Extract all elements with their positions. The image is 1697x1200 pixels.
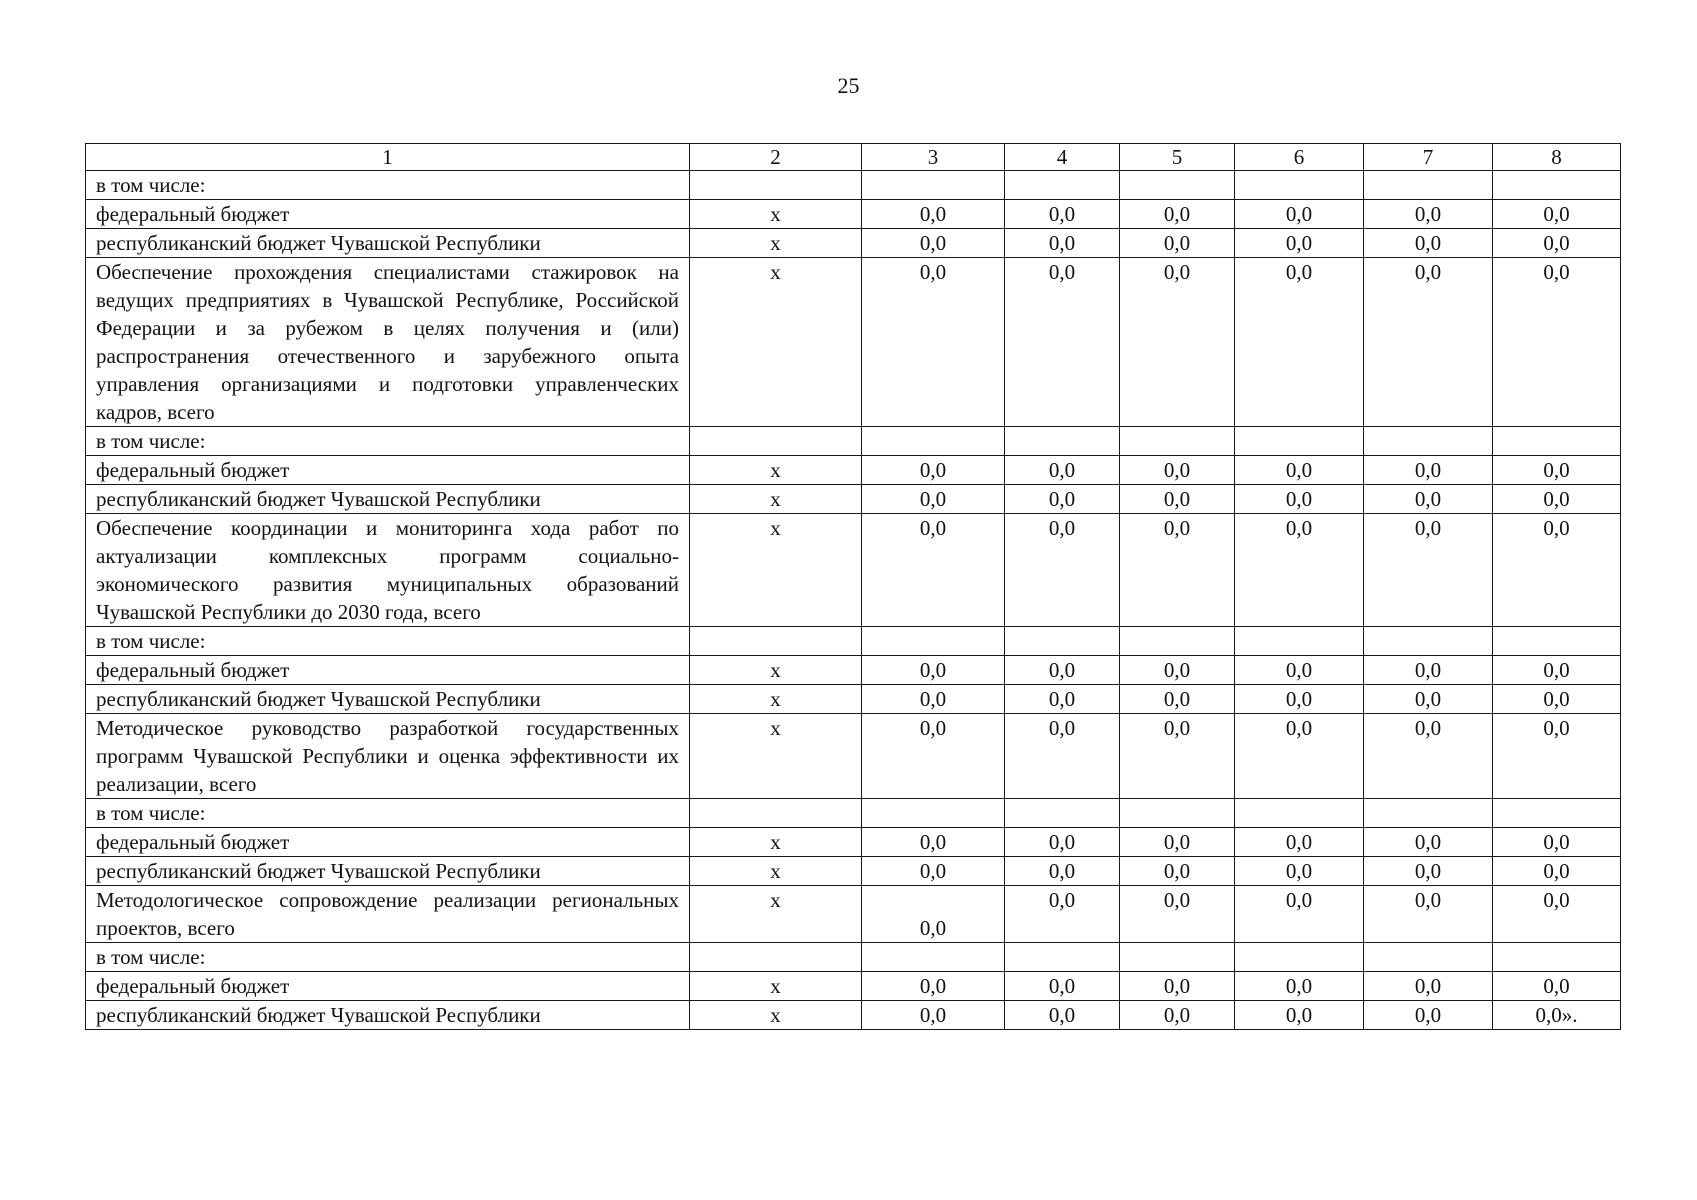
code-cell: х	[690, 857, 862, 886]
value-cell: 0,0	[1364, 1001, 1493, 1030]
value-cell: 0,0	[1005, 229, 1120, 258]
value-cell: 0,0	[1364, 514, 1493, 627]
value-cell: 0,0	[862, 514, 1005, 627]
code-cell: х	[690, 685, 862, 714]
code-cell: х	[690, 258, 862, 427]
value-cell: 0,0	[1235, 656, 1364, 685]
value-cell: 0,0	[1120, 200, 1235, 229]
value-cell: 0,0	[1364, 258, 1493, 427]
row-label: в том числе:	[86, 799, 690, 828]
row-label: федеральный бюджет	[86, 200, 690, 229]
value-cell: 0,0	[1364, 972, 1493, 1001]
value-cell: 0,0	[1120, 886, 1235, 943]
value-cell: 0,0	[1005, 200, 1120, 229]
section-title-row	[86, 886, 1621, 943]
column-header: 2	[690, 144, 862, 171]
value-cell: 0,0	[1120, 656, 1235, 685]
table-row	[86, 828, 1621, 857]
value-cell: 0,0	[1120, 972, 1235, 1001]
row-label: в том числе:	[86, 171, 690, 200]
column-header: 8	[1493, 144, 1621, 171]
value-cell: 0,0	[1364, 685, 1493, 714]
value-cell: 0,0	[1364, 656, 1493, 685]
value-cell: 0,0».	[1493, 1001, 1621, 1030]
value-cell: 0,0	[1235, 714, 1364, 799]
value-cell: 0,0	[1364, 200, 1493, 229]
value-cell: 0,0	[1005, 714, 1120, 799]
table-row	[86, 200, 1621, 229]
value-cell: 0,0	[862, 1001, 1005, 1030]
table-row	[86, 972, 1621, 1001]
value-cell: 0,0	[1005, 514, 1120, 627]
table-row	[86, 656, 1621, 685]
section-title: Методологическое сопровождение реализации региональных проектов, всего	[86, 886, 690, 943]
value-cell: 0,0	[1235, 258, 1364, 427]
section-title: Обеспечение координации и мониторинга хода работ по актуализации комплексных программ социально-экономического развития муниципальных образований Чувашской Республики до 2030 года, всего	[86, 514, 690, 627]
value-cell: 0,0	[1364, 714, 1493, 799]
value-cell: 0,0	[862, 828, 1005, 857]
value-cell: 0,0	[1005, 258, 1120, 427]
page-number: 25	[837, 73, 860, 98]
value-cell: 0,0	[1120, 229, 1235, 258]
value-cell: 0,0	[1005, 972, 1120, 1001]
value-cell: 0,0	[1493, 656, 1621, 685]
value-cell: 0,0	[1120, 258, 1235, 427]
value-cell: 0,0	[1493, 258, 1621, 427]
value-cell: 0,0	[862, 229, 1005, 258]
section-title: Обеспечение прохождения специалистами стажировок на ведущих предприятиях в Чувашской Республике, Российской Федерации и за рубежом в целях получения и (или) распространения отечественного и зарубежного опыта управления организациями и подготовки управленческих кадров, всего	[86, 258, 690, 427]
value-cell: 0,0	[1120, 714, 1235, 799]
code-cell: х	[690, 972, 862, 1001]
value-cell: 0,0	[1493, 685, 1621, 714]
budget-table	[85, 143, 1621, 1030]
value-cell: 0,0	[1235, 886, 1364, 943]
value-cell: 0,0	[1005, 456, 1120, 485]
row-label: в том числе:	[86, 943, 690, 972]
subheading-row	[86, 427, 1621, 456]
value-cell: 0,0	[862, 685, 1005, 714]
value-cell: 0,0	[1005, 1001, 1120, 1030]
value-cell: 0,0	[1364, 456, 1493, 485]
table-row	[86, 485, 1621, 514]
row-label: республиканский бюджет Чувашской Республики	[86, 485, 690, 514]
column-header: 5	[1120, 144, 1235, 171]
value-cell: 0,0	[1235, 685, 1364, 714]
value-cell: 0,0	[1120, 685, 1235, 714]
value-cell: 0,0	[1493, 485, 1621, 514]
section-title-row	[86, 258, 1621, 427]
row-label: республиканский бюджет Чувашской Республики	[86, 685, 690, 714]
value-cell: 0,0	[1364, 886, 1493, 943]
value-cell: 0,0	[1235, 857, 1364, 886]
value-cell: 0,0	[1005, 685, 1120, 714]
value-cell: 0,0	[862, 485, 1005, 514]
value-cell: 0,0	[1120, 828, 1235, 857]
row-label: федеральный бюджет	[86, 456, 690, 485]
column-header: 1	[86, 144, 690, 171]
value-cell: 0,0	[1364, 485, 1493, 514]
header-row	[86, 144, 1621, 171]
row-label: федеральный бюджет	[86, 972, 690, 1001]
value-cell: 0,0	[862, 857, 1005, 886]
value-cell: 0,0	[862, 886, 1005, 943]
value-cell: 0,0	[1493, 229, 1621, 258]
value-cell: 0,0	[862, 714, 1005, 799]
value-cell: 0,0	[1364, 857, 1493, 886]
row-label: в том числе:	[86, 427, 690, 456]
column-header: 7	[1364, 144, 1493, 171]
value-cell: 0,0	[1120, 514, 1235, 627]
column-header: 6	[1235, 144, 1364, 171]
value-cell: 0,0	[862, 200, 1005, 229]
value-cell: 0,0	[1235, 456, 1364, 485]
value-cell: 0,0	[1235, 200, 1364, 229]
value-cell: 0,0	[1120, 456, 1235, 485]
value-cell: 0,0	[1493, 200, 1621, 229]
row-label: республиканский бюджет Чувашской Республики	[86, 857, 690, 886]
table-row	[86, 456, 1621, 485]
column-header: 3	[862, 144, 1005, 171]
code-cell: х	[690, 485, 862, 514]
value-cell: 0,0	[1120, 857, 1235, 886]
section-title-row	[86, 514, 1621, 627]
value-cell: 0,0	[1235, 485, 1364, 514]
code-cell: х	[690, 229, 862, 258]
value-cell: 0,0	[1005, 828, 1120, 857]
value-cell: 0,0	[1235, 514, 1364, 627]
section-title: Методическое руководство разработкой государственных программ Чувашской Республики и оценка эффективности их реализации, всего	[86, 714, 690, 799]
value-cell: 0,0	[862, 972, 1005, 1001]
value-cell: 0,0	[1120, 1001, 1235, 1030]
value-cell: 0,0	[1235, 229, 1364, 258]
row-label: федеральный бюджет	[86, 656, 690, 685]
table-row	[86, 229, 1621, 258]
subheading-row	[86, 627, 1621, 656]
value-cell: 0,0	[1235, 828, 1364, 857]
value-cell: 0,0	[1493, 972, 1621, 1001]
subheading-row	[86, 799, 1621, 828]
value-cell: 0,0	[1235, 1001, 1364, 1030]
value-cell: 0,0	[1364, 828, 1493, 857]
table-row	[86, 1001, 1621, 1030]
value-cell: 0,0	[862, 258, 1005, 427]
code-cell: х	[690, 200, 862, 229]
value-cell: 0,0	[862, 456, 1005, 485]
section-title-row	[86, 714, 1621, 799]
value-cell: 0,0	[1005, 485, 1120, 514]
code-cell: х	[690, 514, 862, 627]
value-cell: 0,0	[1493, 714, 1621, 799]
value-cell: 0,0	[1005, 857, 1120, 886]
subheading-row	[86, 943, 1621, 972]
row-label: республиканский бюджет Чувашской Республики	[86, 1001, 690, 1030]
code-cell: х	[690, 656, 862, 685]
code-cell: х	[690, 828, 862, 857]
value-cell: 0,0	[1493, 828, 1621, 857]
code-cell: х	[690, 456, 862, 485]
column-header: 4	[1005, 144, 1120, 171]
value-cell: 0,0	[1493, 886, 1621, 943]
row-label: в том числе:	[86, 627, 690, 656]
value-cell: 0,0	[1005, 656, 1120, 685]
value-cell: 0,0	[1235, 972, 1364, 1001]
value-cell: 0,0	[1493, 857, 1621, 886]
subheading-row	[86, 171, 1621, 200]
value-cell: 0,0	[1493, 456, 1621, 485]
row-label: федеральный бюджет	[86, 828, 690, 857]
row-label: республиканский бюджет Чувашской Республики	[86, 229, 690, 258]
value-cell: 0,0	[1364, 229, 1493, 258]
code-cell: х	[690, 714, 862, 799]
value-cell: 0,0	[1005, 886, 1120, 943]
value-cell: 0,0	[1120, 485, 1235, 514]
code-cell: х	[690, 1001, 862, 1030]
value-cell: 0,0	[1493, 514, 1621, 627]
table-row	[86, 857, 1621, 886]
table-row	[86, 685, 1621, 714]
code-cell: х	[690, 886, 862, 943]
value-cell: 0,0	[862, 656, 1005, 685]
